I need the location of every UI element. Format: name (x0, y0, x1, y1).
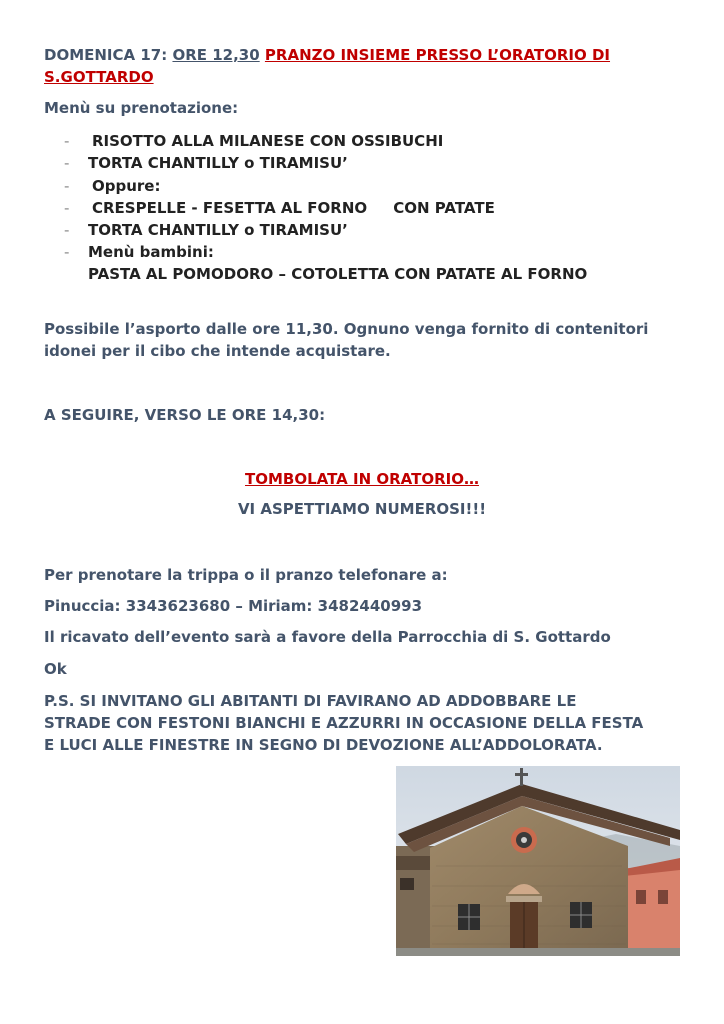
event-location: S.GOTTARDO (44, 68, 154, 86)
list-dash: - (64, 132, 70, 150)
welcome-line: VI ASPETTIAMO NUMEROSI!!! (237, 500, 487, 518)
menu-item: TORTA CHANTILLY o TIRAMISU’ (88, 221, 348, 239)
kids-menu-line: PASTA AL POMODORO – COTOLETTA CON PATATE AL FORNO (88, 265, 588, 283)
list-dash: - (64, 199, 70, 217)
takeaway-line-1: Possibile l’asporto dalle ore 11,30. Ognuno venga fornito di contenitori (44, 320, 649, 338)
menu-item: Menù bambini: (88, 243, 214, 261)
takeaway-line-2: idonei per il cibo che intende acquistare. (44, 342, 391, 360)
menu-item: Oppure: (92, 177, 161, 195)
list-dash: - (64, 154, 70, 172)
list-dash: - (64, 243, 70, 261)
ok-line: Ok (44, 660, 67, 678)
proceeds-line: Il ricavato dell’evento sarà a favore della Parrocchia di S. Gottardo (44, 628, 611, 646)
ps-line-2: STRADE CON FESTONI BIANCHI E AZZURRI IN OCCASIONE DELLA FESTA (44, 714, 644, 732)
menu-item: RISOTTO ALLA MILANESE CON OSSIBUCHI (92, 132, 444, 150)
contacts-intro: Per prenotare la trippa o il pranzo telefonare a: (44, 566, 448, 584)
menu-title: Menù su prenotazione: (44, 99, 239, 117)
church-photo (396, 766, 680, 956)
tombola-heading: TOMBOLATA IN ORATORIO… (245, 470, 479, 488)
menu-item: TORTA CHANTILLY o TIRAMISU’ (88, 154, 348, 172)
list-dash: - (64, 177, 70, 195)
menu-item: CRESPELLE - FESETTA AL FORNO CON PATATE (92, 199, 495, 217)
contact-phones: Pinuccia: 3343623680 – Miriam: 3482440993 (44, 597, 423, 615)
ps-line-1: P.S. SI INVITANO GLI ABITANTI DI FAVIRANO AD ADDOBBARE LE (44, 692, 577, 710)
header-line-1 (44, 44, 610, 66)
ps-line-3: E LUCI ALLE FINESTRE IN SEGNO DI DEVOZIONE ALL’ADDOLORATA. (44, 736, 603, 754)
event-title: PRANZO INSIEME PRESSO L’ORATORIO DI (264, 46, 611, 64)
event-time: ORE 12,30 (172, 46, 260, 64)
following-heading: A SEGUIRE, VERSO LE ORE 14,30: (44, 406, 326, 424)
event-day: DOMENICA 17: (44, 46, 168, 64)
list-dash: - (64, 221, 70, 239)
